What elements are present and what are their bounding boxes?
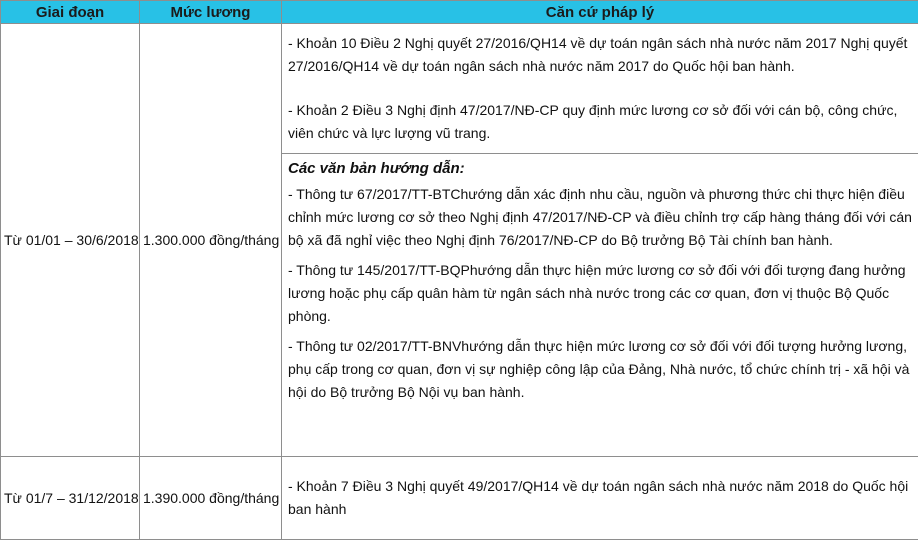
- table-header-row: [1, 1, 918, 24]
- period-cell: Từ 01/01 – 30/6/2018: [1, 24, 140, 457]
- legal-basis-cell: [282, 457, 918, 540]
- column-header-wage: Mức lương: [140, 1, 282, 24]
- legal-basis-main-section: [282, 457, 918, 539]
- column-header-period: Giai đoạn: [1, 1, 140, 24]
- table-row: [1, 457, 918, 540]
- wage-cell: 1.300.000 đồng/tháng: [140, 24, 282, 457]
- legal-basis-item: - Khoản 2 Điều 3 Nghị định 47/2017/NĐ-CP quy định mức lương cơ sở đối với cán bộ, công chức, viên chức và lực lượng vũ trang.: [288, 99, 912, 145]
- guidance-item: - Thông tư 67/2017/TT-BTChướng dẫn xác định nhu cầu, nguồn và phương thức chi thực hiện điều chỉnh mức lương cơ sở theo Nghị định 47/2017/NĐ-CP và điều chỉnh trợ cấp hàng tháng đối với cán bộ xã đã nghỉ việc theo Nghị định 76/2017/NĐ-CP do Bộ trưởng Bộ Tài chính ban hành.: [288, 183, 912, 252]
- table-row: [1, 24, 918, 457]
- guidance-heading: Các văn bản hướng dẫn:: [288, 157, 912, 180]
- column-header-legal-basis: Căn cứ pháp lý: [282, 1, 918, 24]
- legal-basis-item: - Khoản 7 Điều 3 Nghị quyết 49/2017/QH14 về dự toán ngân sách nhà nước năm 2018 do Quốc hội ban hành: [288, 475, 912, 521]
- legal-basis-main-section: [282, 24, 918, 154]
- guidance-item: - Thông tư 02/2017/TT-BNVhướng dẫn thực hiện mức lương cơ sở đối với đối tượng hưởng lương, phụ cấp trong cơ quan, đơn vị sự nghiệp công lập của Đảng, Nhà nước, tổ chức chính trị - xã hội và hội do Bộ trưởng Bộ Nội vụ ban hành.: [288, 335, 912, 404]
- guidance-item: - Thông tư 145/2017/TT-BQPhướng dẫn thực hiện mức lương cơ sở đối với đối tượng đang hưởng lương hoặc phụ cấp quân hàm từ ngân sách nhà nước trong các cơ quan, đơn vị thuộc Bộ Quốc phòng.: [288, 259, 912, 328]
- wage-cell: 1.390.000 đồng/tháng: [140, 457, 282, 540]
- guidance-section: [282, 154, 918, 410]
- period-cell: Từ 01/7 – 31/12/2018: [1, 457, 140, 540]
- legal-basis-cell: [282, 24, 918, 457]
- legal-basis-item: - Khoản 10 Điều 2 Nghị quyết 27/2016/QH14 về dự toán ngân sách nhà nước năm 2017 Nghị quyết 27/2016/QH14 về dự toán ngân sách nhà nước năm 2017 do Quốc hội ban hành.: [288, 32, 912, 78]
